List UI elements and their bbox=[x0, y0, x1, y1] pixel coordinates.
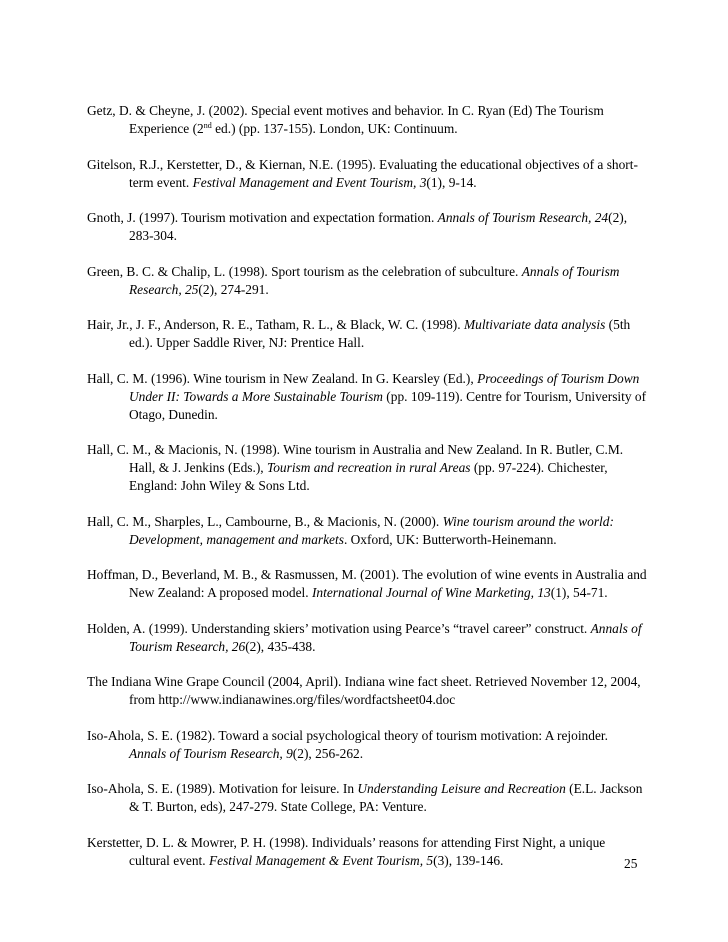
reference-text: (2), 274-291. bbox=[198, 281, 269, 297]
reference-text: Hair, Jr., J. F., Anderson, R. E., Tatham, R. L., & Black, W. C. (1998). bbox=[87, 317, 464, 332]
reference-superscript: nd bbox=[203, 121, 212, 130]
reference-entry bbox=[87, 673, 647, 709]
reference-text: Green, B. C. & Chalip, L. (1998). Sport tourism as the celebration of subculture. bbox=[87, 263, 522, 279]
reference-text: (2), 435-438. bbox=[245, 638, 316, 654]
reference-text: Gnoth, J. (1997). Tourism motivation and expectation formation. bbox=[87, 210, 438, 225]
reference-text: Iso-Ahola, S. E. (1982). Toward a social psychological theory of tourism motivation: A rejoinder. bbox=[87, 727, 608, 743]
reference-entry bbox=[87, 620, 647, 656]
reference-text: (2), 283-304. bbox=[129, 210, 628, 243]
reference-italic-text: Proceedings of Tourism Down Under II: Towards a More Sustainable Tourism bbox=[129, 370, 640, 404]
reference-italic-text: Annals of Tourism Research, 25 bbox=[129, 263, 620, 297]
reference-italic-text: Annals of Tourism Research, 26 bbox=[129, 620, 642, 654]
reference-entry bbox=[87, 834, 647, 870]
reference-text: Getz, D. & Cheyne, J. (2002). Special event motives and behavior. In C. Ryan (Ed) The Tourism Experience (2 bbox=[87, 103, 604, 136]
reference-entry bbox=[87, 370, 647, 424]
reference-text: (1), 54-71. bbox=[550, 585, 608, 600]
reference-text: (3), 139-146. bbox=[433, 852, 504, 868]
reference-italic-text: Understanding Leisure and Recreation bbox=[357, 781, 566, 796]
reference-entry bbox=[87, 156, 647, 192]
reference-text: ed.) (pp. 137-155). London, UK: Continuum. bbox=[211, 121, 458, 136]
reference-text: (5th ed.). Upper Saddle River, NJ: Prentice Hall. bbox=[129, 317, 631, 350]
reference-text: Iso-Ahola, S. E. (1989). Motivation for leisure. In bbox=[87, 781, 358, 796]
reference-text: (1), 9-14. bbox=[426, 174, 477, 190]
reference-text: The Indiana Wine Grape Council (2004, April). Indiana wine fact sheet. Retrieved November 12, 2004, from http://www.indianawines.org/files/wordfactsheet04.doc bbox=[87, 674, 641, 707]
reference-italic-text: Festival Management and Event Tourism, 3 bbox=[192, 174, 427, 190]
reference-entry bbox=[87, 316, 647, 352]
reference-text: (pp. 97-224). Chichester, England: John Wiley & Sons Ltd. bbox=[129, 460, 608, 493]
reference-text: Hall, C. M., & Macionis, N. (1998). Wine tourism in Australia and New Zealand. In R. Butler, C.M. Hall, & J. Jenkins (Eds.), bbox=[87, 442, 624, 475]
reference-entry bbox=[87, 727, 647, 763]
reference-italic-text: Festival Management & Event Tourism, 5 bbox=[208, 852, 434, 868]
reference-entry bbox=[87, 263, 647, 299]
reference-text: Hall, C. M. (1996). Wine tourism in New Zealand. In G. Kearsley (Ed.), bbox=[87, 370, 478, 386]
reference-text: Gitelson, R.J., Kerstetter, D., & Kiernan, N.E. (1995). Evaluating the educational objectives of a short-term event. bbox=[87, 156, 638, 190]
reference-text: (2), 256-262. bbox=[292, 745, 364, 761]
reference-text: Kerstetter, D. L. & Mowrer, P. H. (1998). Individuals’ reasons for attending First Night, a unique cultural event. bbox=[87, 834, 606, 868]
page-number: 25 bbox=[624, 856, 638, 871]
reference-entry bbox=[87, 513, 647, 549]
reference-italic-text: Annals of Tourism Research, 9 bbox=[129, 745, 293, 761]
reference-text: Holden, A. (1999). Understanding skiers’ motivation using Pearce’s “travel career” construct. bbox=[87, 620, 591, 636]
reference-text: (pp. 109-119). Centre for Tourism, University of Otago, Dunedin. bbox=[129, 388, 647, 422]
reference-text: . Oxford, UK: Butterworth-Heinemann. bbox=[343, 531, 557, 547]
reference-text: (E.L. Jackson & T. Burton, eds), 247-279. State College, PA: Venture. bbox=[129, 781, 643, 814]
reference-entry bbox=[87, 102, 647, 138]
reference-italic-text: Multivariate data analysis bbox=[463, 317, 606, 332]
reference-list bbox=[87, 102, 647, 887]
reference-entry bbox=[87, 441, 647, 495]
reference-entry bbox=[87, 780, 647, 816]
reference-text: Hoffman, D., Beverland, M. B., & Rasmussen, M. (2001). The evolution of wine events in Australia and New Zealand: A proposed model. bbox=[87, 567, 647, 600]
reference-italic-text: Annals of Tourism Research, 24 bbox=[437, 210, 609, 225]
reference-italic-text: International Journal of Wine Marketing, 13 bbox=[311, 585, 551, 600]
reference-italic-text: Tourism and recreation in rural Areas bbox=[267, 460, 471, 475]
reference-text: Hall, C. M., Sharples, L., Cambourne, B., & Macionis, N. (2000). bbox=[87, 513, 443, 529]
reference-entry bbox=[87, 566, 647, 602]
reference-entry bbox=[87, 209, 647, 245]
reference-italic-text: Wine tourism around the world: Development, management and markets bbox=[129, 513, 614, 547]
